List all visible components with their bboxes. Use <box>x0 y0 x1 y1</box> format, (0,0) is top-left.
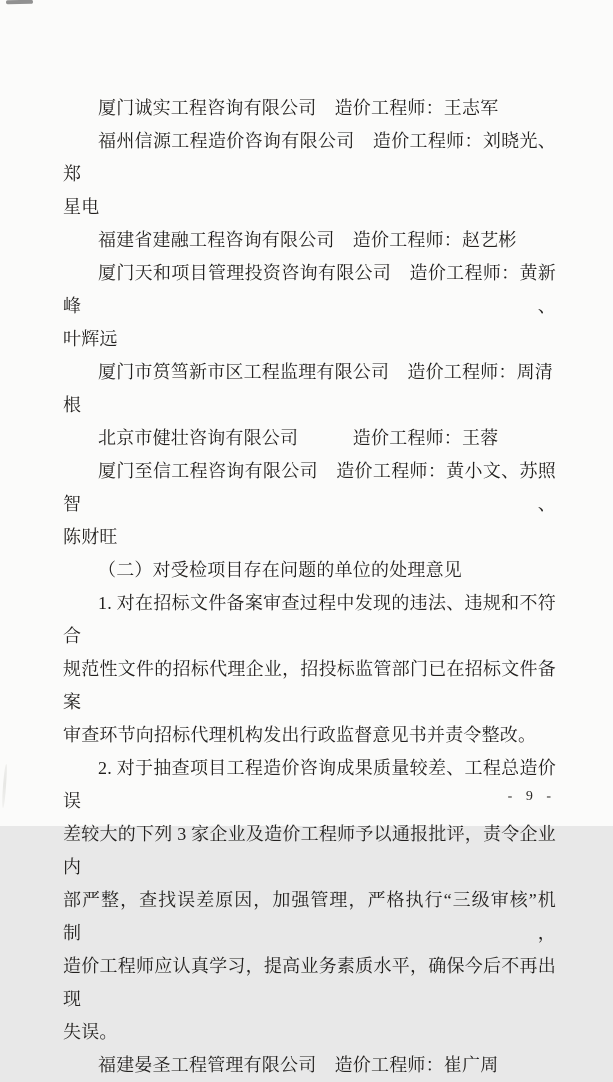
document-body <box>63 92 556 1082</box>
text-line-company-2-cont: 星电 <box>63 197 100 217</box>
paragraph-2-line-3: 部严整，查找误差原因，加强管理，严格执行“三级审核”机制， <box>63 890 556 943</box>
text-line-company-8: 福建晏圣工程管理有限公司 造价工程师：崔广周 <box>98 1055 499 1075</box>
section-heading: （二）对受检项目存在问题的单位的处理意见 <box>98 560 462 580</box>
text-line-company-3: 福建省建融工程咨询有限公司 造价工程师：赵艺彬 <box>98 230 517 250</box>
paragraph-2-line-5: 失误。 <box>63 1022 118 1042</box>
paragraph-2-line-1: 2. 对于抽查项目工程造价咨询成果质量较差、工程总造价误 <box>63 758 556 811</box>
scan-artifact-left-edge <box>1 764 7 808</box>
text-line-company-7: 厦门至信工程咨询有限公司 造价工程师：黄小文、苏照智、 <box>63 461 556 514</box>
page-number: - 9 - <box>507 789 556 804</box>
paragraph-2-line-2: 差较大的下列 3 家企业及造价工程师予以通报批评，责令企业内 <box>63 824 556 877</box>
text-line-company-2: 福州信源工程造价咨询有限公司 造价工程师：刘晓光、郑 <box>63 131 556 184</box>
text-line-company-6: 北京市健壮咨询有限公司 造价工程师：王蓉 <box>98 428 499 448</box>
text-line-company-4-cont: 叶辉远 <box>63 329 118 349</box>
paragraph-2-line-4: 造价工程师应认真学习，提高业务素质水平，确保今后不再出现 <box>63 956 556 1009</box>
paragraph-1-line-2: 规范性文件的招标代理企业，招投标监管部门已在招标文件备案 <box>63 659 556 712</box>
scan-artifact-top-edge <box>6 0 33 4</box>
text-line-company-5: 厦门市筼筜新市区工程监理有限公司 造价工程师：周清根 <box>63 362 553 415</box>
paragraph-1-line-1: 1. 对在招标文件备案审查过程中发现的违法、违规和不符合 <box>63 593 556 646</box>
paragraph-1-line-3: 审查环节向招标代理机构发出行政监督意见书并责令整改。 <box>63 725 537 745</box>
text-line-company-4: 厦门天和项目管理投资咨询有限公司 造价工程师：黄新峰、 <box>63 263 556 316</box>
text-line-company-1: 厦门诚实工程咨询有限公司 造价工程师：王志军 <box>98 98 499 118</box>
text-line-company-7-cont: 陈财旺 <box>63 527 118 547</box>
